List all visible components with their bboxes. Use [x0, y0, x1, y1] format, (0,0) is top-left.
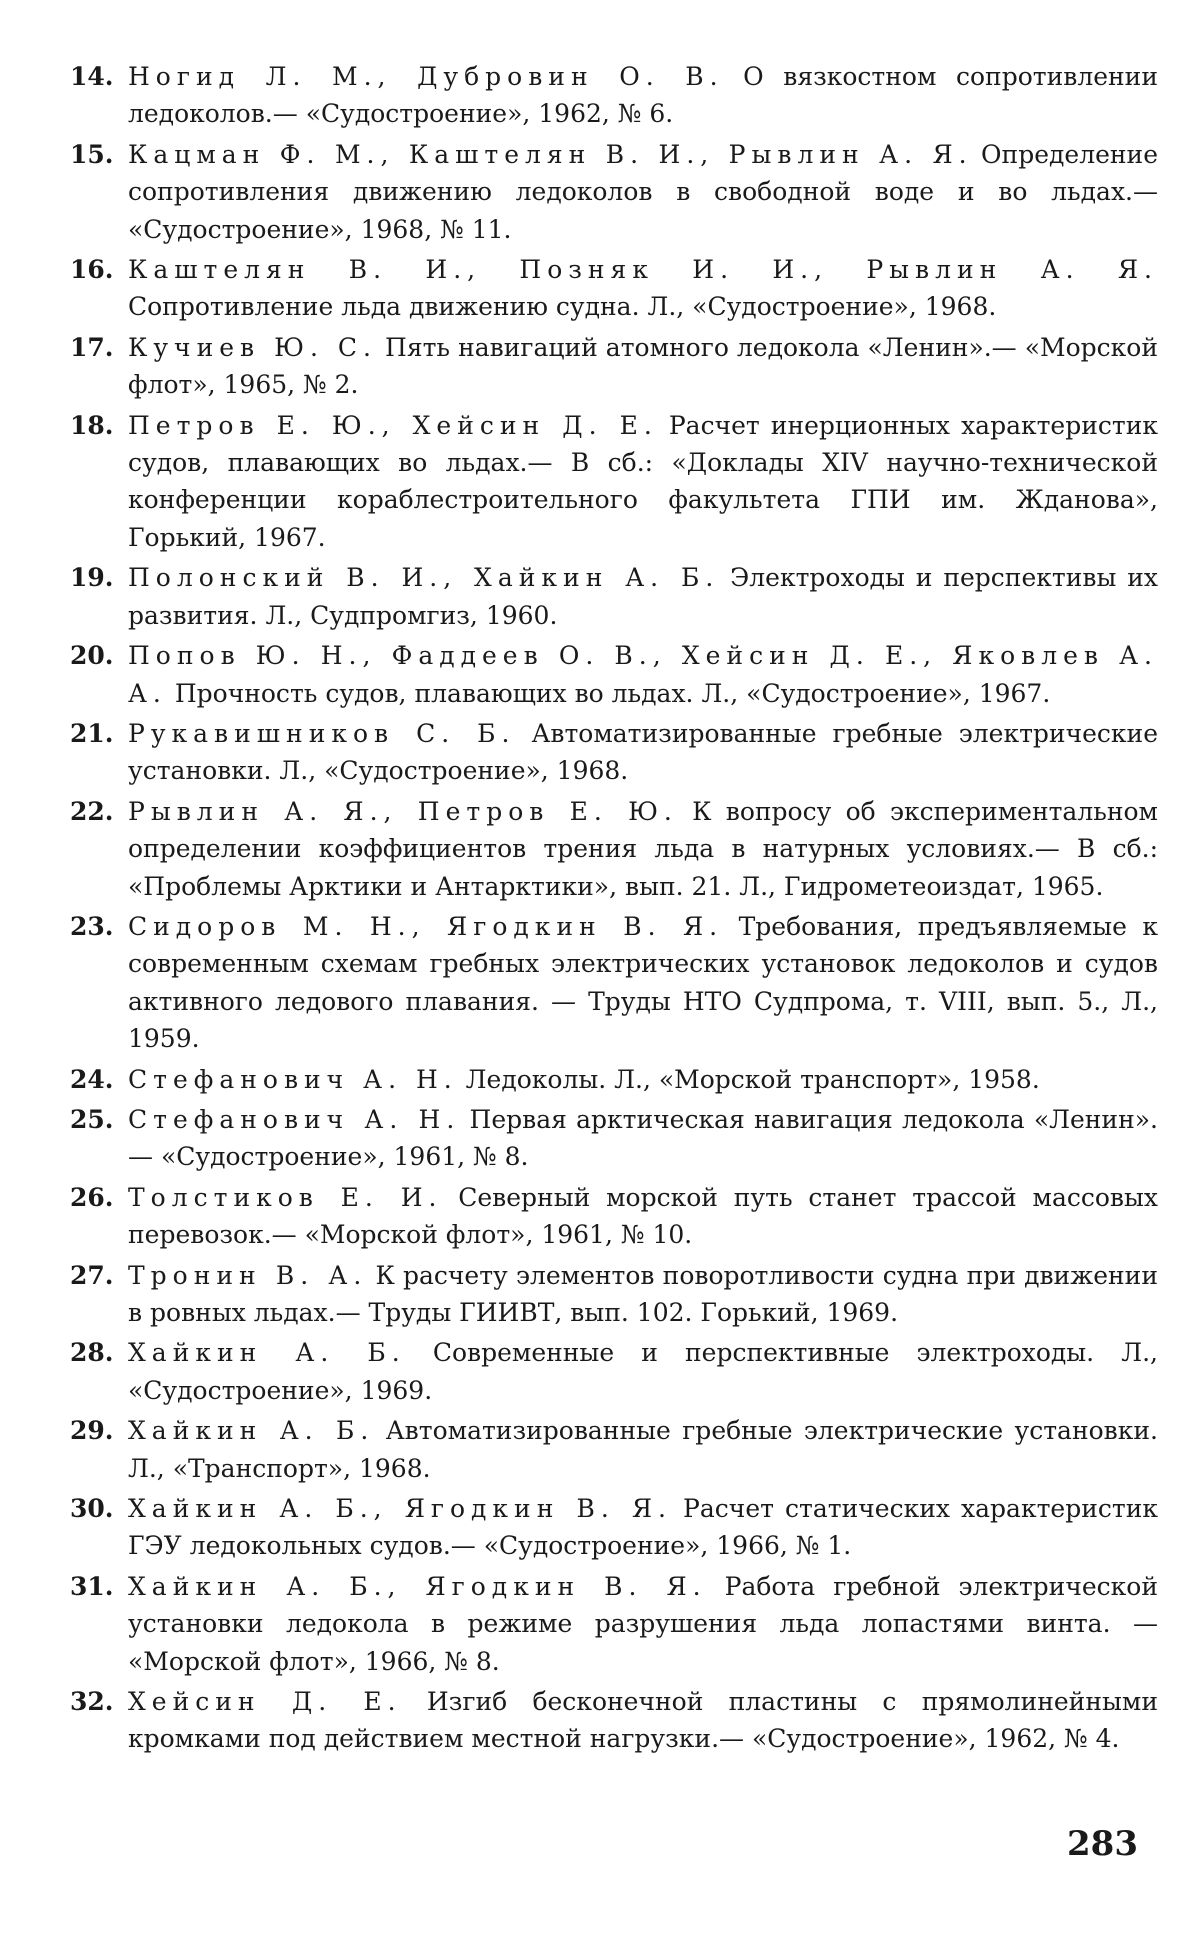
reference-text: Работа гребной электрической установки ледокола в режиме разрушения льда лопастями винта. — «Морской флот», 1966, № 8. [128, 1571, 1158, 1676]
reference-authors: Рукавишников С. Б. [128, 718, 516, 748]
reference-authors: Рывлин А. Я., Петров Е. Ю. [128, 796, 678, 826]
reference-authors: Петров Е. Ю., Хейсин Д. Е. [128, 410, 658, 440]
reference-authors: Хайкин А. Б., Ягодкин В. Я. [128, 1494, 672, 1524]
reference-number: 14. [70, 62, 114, 91]
reference-authors: Кацман Ф. М., Каштелян В. И., Рывлин А. Я. [128, 139, 973, 169]
reference-text: К вопросу об экспериментальном определении коэффициентов трения льда в натурных условиях.— В сб.: «Проблемы Арктики и Антарктики», вып. 21. Л., Гидрометеоиздат, 1965. [128, 796, 1158, 901]
reference-item [58, 1334, 1158, 1409]
reference-authors: Сидоров М. Н., Ягодкин В. Я. [128, 911, 724, 941]
reference-authors: Полонский В. И., Хайкин А. Б. [128, 563, 720, 593]
reference-number: 26. [70, 1182, 114, 1212]
reference-text: Автоматизированные гребные электрические установки. Л., «Транспорт», 1968. [128, 1416, 1158, 1483]
reference-number: 32. [70, 1687, 114, 1717]
reference-authors: Хайкин А. Б. [128, 1416, 375, 1446]
reference-number: 25. [70, 1104, 114, 1134]
reference-number: 27. [70, 1260, 114, 1290]
reference-authors: Хайкин А. Б., Ягодкин В. Я. [128, 1571, 707, 1601]
reference-item [58, 637, 1158, 712]
reference-text: Ледоколы. Л., «Морской транспорт», 1958. [457, 1064, 1040, 1094]
reference-number: 19. [70, 563, 114, 593]
reference-item [58, 1061, 1158, 1098]
reference-authors: Ногид Л. М., Дубровин О. В. [128, 62, 724, 91]
reference-number: 16. [70, 255, 114, 285]
reference-text: Электроходы и перспективы их развития. Л., Судпромгиз, 1960. [128, 563, 1158, 630]
reference-item [58, 1257, 1158, 1332]
reference-text: О вязкостном сопротивлении ледоколов.— «Судостроение», 1962, № 6. [128, 62, 1158, 129]
reference-number: 20. [70, 641, 114, 671]
reference-item [58, 407, 1158, 557]
reference-text: Требования, предъявляемые к современным схемам гребных электрических установок ледоколов и судов активного ледового плавания. — Труды НТО Судпрома, т. VIII, вып. 5., Л., 1959. [128, 911, 1158, 1054]
reference-text: К расчету элементов поворотливости судна при движении в ровных льдах.— Труды ГИИВТ, вып. 102. Горький, 1969. [128, 1260, 1158, 1327]
reference-number: 18. [70, 410, 114, 440]
reference-item [58, 1568, 1158, 1680]
reference-item [58, 1101, 1158, 1176]
reference-item [58, 1490, 1158, 1565]
reference-text: Прочность судов, плавающих во льдах. Л., «Судостроение», 1967. [166, 678, 1051, 708]
reference-text: Сопротивление льда движению судна. Л., «Судостроение», 1968. [128, 292, 997, 322]
reference-item [58, 793, 1158, 905]
reference-authors: Хайкин А. Б. [128, 1338, 406, 1368]
reference-number: 15. [70, 139, 114, 169]
reference-number: 31. [70, 1571, 114, 1601]
reference-text: Первая арктическая навигация ледокола «Ленин».— «Судостроение», 1961, № 8. [128, 1104, 1159, 1172]
reference-text: Автоматизированные гребные электрические установки. Л., «Судостроение», 1968. [128, 718, 1158, 786]
bibliography-page [58, 58, 1158, 1761]
reference-number: 30. [70, 1494, 114, 1524]
reference-item [58, 329, 1158, 404]
reference-number: 29. [70, 1416, 114, 1446]
reference-authors: Стефанович А. Н. [128, 1104, 461, 1134]
reference-number: 28. [70, 1338, 114, 1368]
reference-item [58, 715, 1158, 790]
reference-authors: Попов Ю. Н., Фаддеев О. В., Хейсин Д. Е., Яковлев А. А. [128, 641, 1158, 708]
reference-number: 24. [70, 1064, 114, 1094]
reference-item [58, 1683, 1158, 1758]
reference-item [58, 1412, 1158, 1487]
reference-text: Современные и перспективные электроходы. Л., «Судостроение», 1969. [128, 1338, 1158, 1405]
reference-authors: Кучиев Ю. С. [128, 332, 378, 362]
reference-text: Северный морской путь станет трассой массовых перевозок.— «Морской флот», 1961, № 10. [128, 1182, 1158, 1250]
reference-item [58, 908, 1158, 1058]
reference-text: Определение сопротивления движению ледоколов в свободной воде и во льдах.— «Судостроение», 1968, № 11. [128, 139, 1159, 244]
reference-text: Расчет статических характеристик ГЭУ ледокольных судов.— «Судостроение», 1966, № 1. [128, 1494, 1158, 1561]
reference-list [58, 58, 1158, 1758]
reference-number: 23. [70, 911, 114, 941]
reference-number: 21. [70, 718, 114, 748]
reference-item [58, 136, 1158, 248]
reference-number: 22. [70, 796, 114, 826]
reference-item [58, 1179, 1158, 1254]
reference-item [58, 58, 1158, 133]
reference-text: Расчет инерционных характеристик судов, плавающих во льдах.— В сб.: «Доклады XIV научно-технической конференции кораблестроительного факультета ГПИ им. Жданова», Горький, 1967. [128, 410, 1159, 552]
reference-authors: Стефанович А. Н. [128, 1064, 458, 1094]
reference-authors: Толстиков Е. И. [128, 1182, 443, 1212]
reference-authors: Каштелян В. И., Позняк И. И., Рывлин А. Я. [128, 255, 1158, 285]
reference-number: 17. [70, 332, 114, 362]
reference-text: Пять навигаций атомного ледокола «Ленин».— «Морской флот», 1965, № 2. [128, 332, 1158, 400]
reference-item [58, 559, 1158, 634]
page-number: 283 [1067, 1824, 1138, 1864]
reference-authors: Хейсин Д. Е. [128, 1687, 402, 1717]
reference-authors: Тронин В. А. [128, 1260, 368, 1290]
reference-item [58, 251, 1158, 326]
reference-text: Изгиб бесконечной пластины с прямолинейными кромками под действием местной нагрузки.— «Судостроение», 1962, № 4. [128, 1687, 1158, 1754]
